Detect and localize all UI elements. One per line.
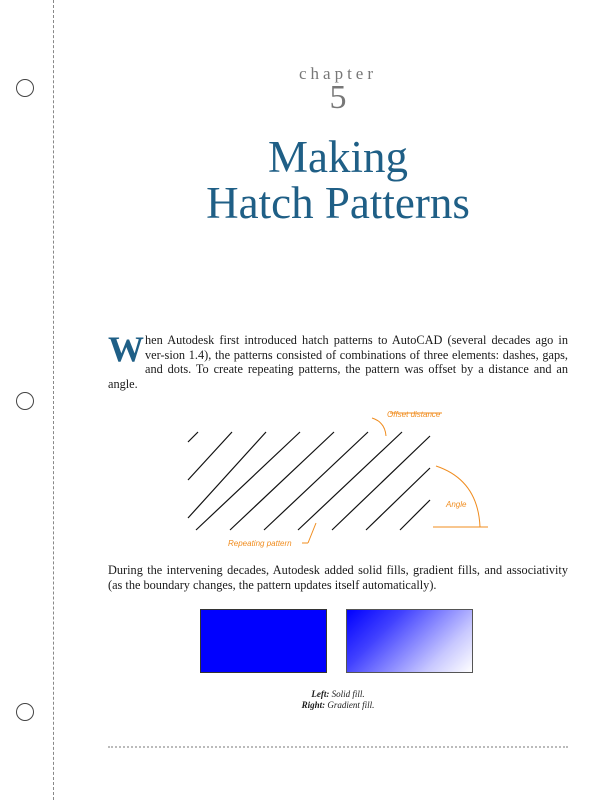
angle-arc [436,466,480,527]
caption-right [0,700,616,711]
binding-line [53,0,54,800]
caption-left-label: Left: [311,689,330,699]
repeating-pattern-label: Repeating pattern [228,539,292,548]
solid-fill-swatch [200,609,327,673]
hatch-line [196,432,300,530]
chapter-label: chapter [298,64,378,83]
chapter-number: 5 [329,79,347,116]
chapter-title [0,134,616,226]
caption-left [0,689,616,700]
hatch-lines [188,432,430,530]
intro-paragraph [108,329,568,391]
hatch-line [400,500,430,530]
offset-distance-label: Offset distance [387,410,441,419]
caption-right-text: Gradient fill. [325,700,375,710]
intro-text: hen Autodesk first introduced hatch patterns to AutoCAD (several decades ago in ver-sion 1.4), the patterns consisted of combinations of three elements: dashes, gaps, and dots. To create repeating patterns, the pattern was offset by a distance and an angle. [108,333,568,391]
gradient-fill-swatch [346,609,473,673]
body-paragraph-2: During the intervening decades, Autodesk added solid fills, gradient fills, and associativity (as the boundary changes, the pattern updates itself automatically). [108,563,568,592]
pattern-leader [308,523,316,543]
hatch-line [188,432,198,442]
hatch-line [366,468,430,530]
caption-left-text: Solid fill. [329,689,365,699]
footer-dotted-rule [108,746,568,748]
hatch-line [188,432,232,480]
offset-arc [372,418,386,436]
hatch-line [230,432,334,530]
figure-caption [0,689,616,711]
title-line-1: Making [268,132,408,182]
hatch-line [264,432,368,530]
hatch-line [298,432,402,530]
caption-right-label: Right: [301,700,326,710]
hatch-pattern-diagram [180,400,500,555]
punch-hole-middle [16,392,34,410]
diagram-annotations [302,413,488,543]
title-line-2: Hatch Patterns [206,178,470,228]
angle-label: Angle [446,500,467,509]
drop-cap: W [108,329,144,369]
